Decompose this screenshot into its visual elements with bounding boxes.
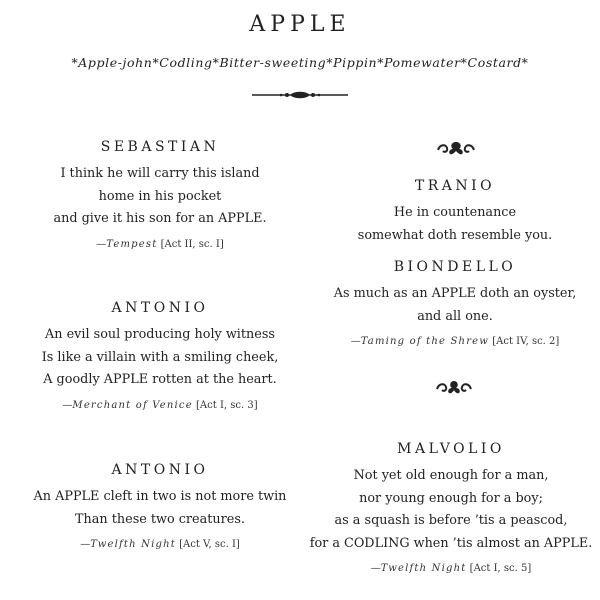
quote-line: I think he will carry this island (60, 166, 260, 181)
citation: —Tempest [Act II, sc. I] (96, 238, 224, 250)
quote-line: He in countenance (393, 205, 517, 220)
page-title: APPLE (249, 12, 351, 37)
citation: —Twelfth Night [Act V, sc. I] (80, 539, 240, 550)
quote-line: An evil soul producing holy witness (45, 327, 275, 342)
quote-line: home in his pocket (98, 188, 222, 204)
quote-antonio-twelfth (25, 462, 295, 550)
speaker-name: ANTONIO (111, 462, 209, 478)
quote-line: and give it his son for an APPLE. (53, 211, 267, 226)
act-scene: [Act IV, sc. 2] (489, 336, 560, 347)
quote-tranio (320, 178, 590, 247)
divider-ornament (250, 88, 350, 102)
quote-malvolio (306, 441, 596, 574)
quote-line: and all one. (417, 308, 493, 324)
act-scene: [Act V, sc. I] (175, 539, 240, 550)
fleuron-ornament (434, 378, 474, 398)
act-scene: [Act I, sc. 3] (192, 399, 258, 411)
act-scene: [Act II, sc. I] (157, 238, 224, 250)
citation: —Twelfth Night [Act I, sc. 5] (370, 563, 532, 574)
quote-biondello (320, 259, 590, 347)
quote-line: An APPLE cleft in two is not more twin (33, 489, 287, 504)
fleuron-ornament (436, 138, 476, 158)
quote-line: somewhat doth resemble you. (357, 227, 553, 243)
play-title: Merchant of Venice (72, 399, 193, 411)
quote-antonio-merchant (25, 300, 295, 411)
quote-line: nor young enough for a boy; (359, 490, 543, 506)
speaker-name: MALVOLIO (397, 441, 505, 457)
play-title: Taming of the Shrew (360, 336, 490, 347)
speaker-name: ANTONIO (111, 300, 209, 316)
play-title: Tempest (106, 238, 158, 250)
play-title: Twelfth Night (90, 539, 176, 550)
quote-line: Than these two creatures. (75, 511, 245, 527)
apple-varieties: *Apple-john*Codling*Bitter-sweeting*Pippin*Pomewater*Costard* (71, 55, 529, 70)
citation: —Taming of the Shrew [Act IV, sc. 2] (350, 336, 560, 347)
quote-sebastian (25, 139, 295, 250)
play-title: Twelfth Night (380, 563, 467, 574)
quote-line: As much as an APPLE doth an oyster, (333, 286, 577, 301)
quote-line: Not yet old enough for a man, (353, 468, 549, 483)
speaker-name: BIONDELLO (393, 259, 517, 275)
speaker-name: SEBASTIAN (100, 139, 220, 155)
quote-line: Is like a villain with a smiling cheek, (41, 349, 279, 365)
citation: —Merchant of Venice [Act I, sc. 3] (62, 399, 258, 411)
speaker-name: TRANIO (414, 178, 496, 194)
quote-line: as a squash is before ’tis a peascod, (334, 513, 568, 528)
act-scene: [Act I, sc. 5] (466, 563, 532, 574)
quote-line: A goodly APPLE rotten at the heart. (43, 372, 277, 387)
quote-line: for a CODLING when ’tis almost an APPLE. (309, 535, 593, 551)
